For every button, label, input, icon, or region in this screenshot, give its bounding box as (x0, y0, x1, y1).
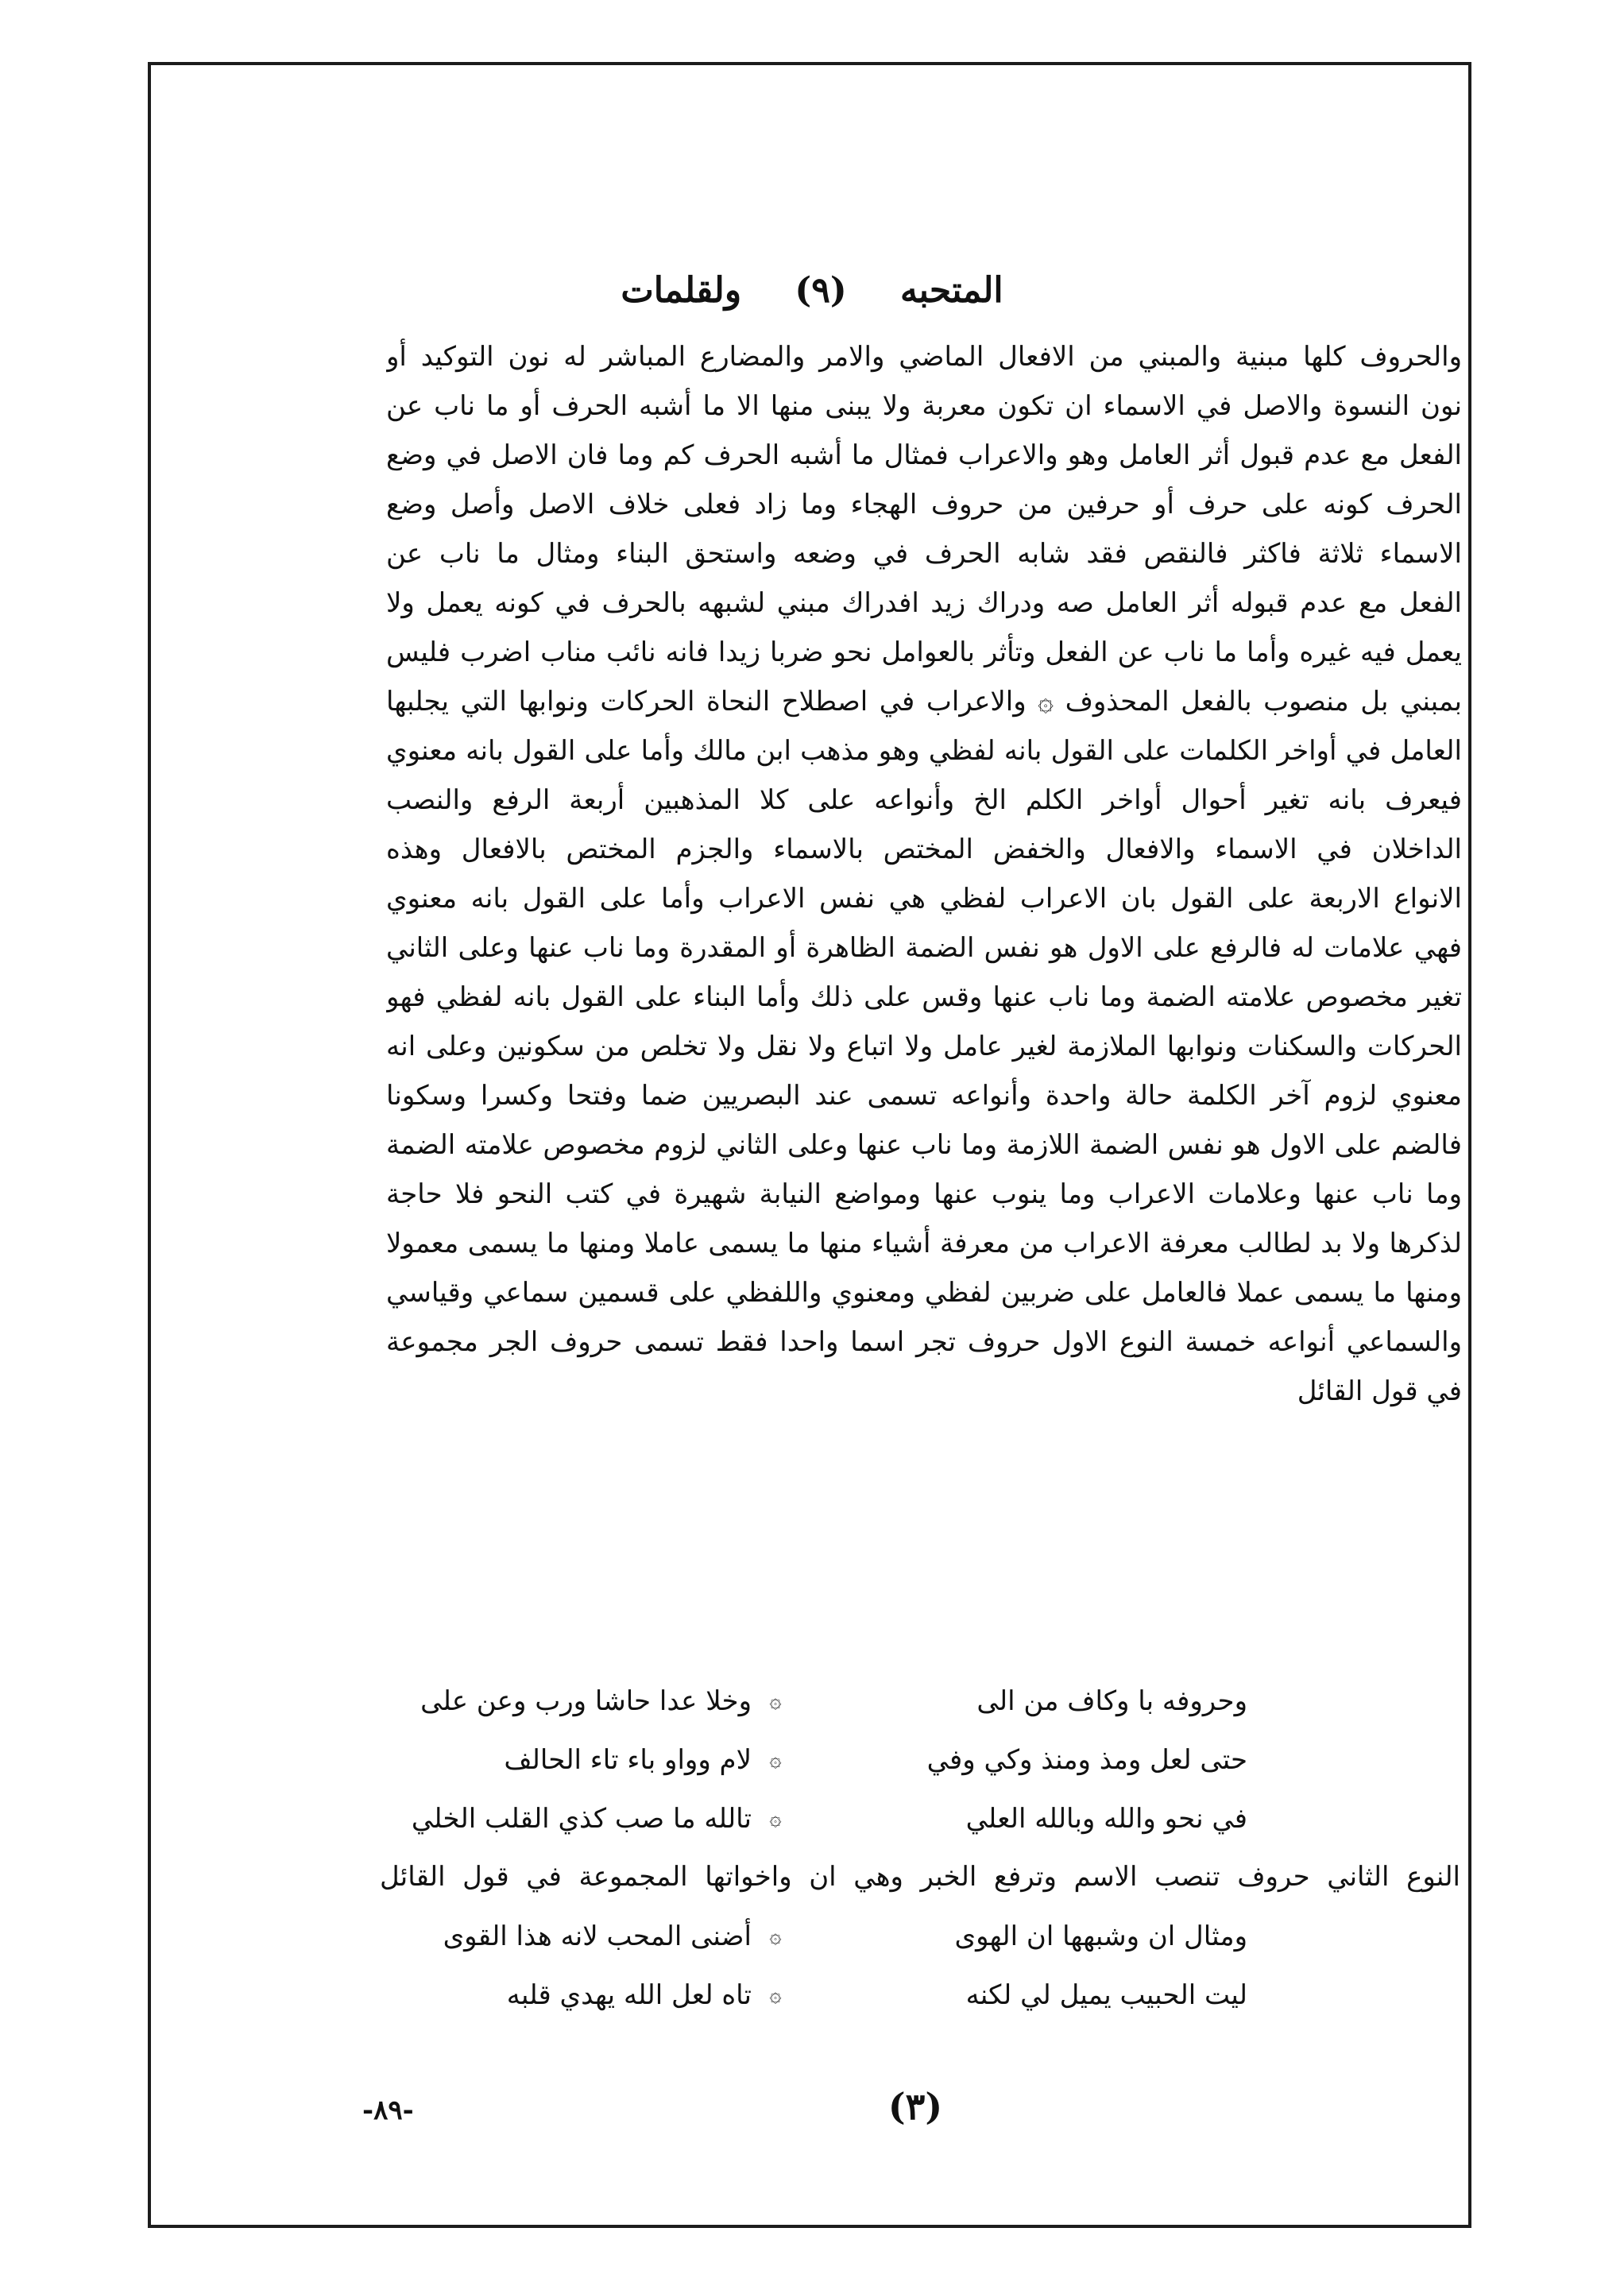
verse-second-hemistich: لام وواو باء تاء الحالف (504, 1744, 752, 1776)
verse-separator: ۞ (769, 1748, 782, 1772)
verse-first-hemistich: ومثال ان وشبهها ان الهوى (954, 1920, 1247, 1952)
text-line: فيعرف بانه تغير أحوال أواخر الكلم الخ وأنواعه على كلا المذهبين أربعة الرفع والنصب (386, 784, 1462, 816)
text-line: الفعل مع عدم قبول أثر العامل وهو والاعراب فمثال ما أشبه الحرف كم وما فان الاصل في وضع (386, 439, 1462, 471)
page-number: -٨٩- (362, 2094, 414, 2126)
text-line: الاسماء ثلاثة فاكثر فالنقص فقد شابه الحرف في وضعه واستحق البناء ومثال ما ناب عن (386, 538, 1462, 570)
text-line: نون النسوة والاصل في الاسماء ان تكون معربة ولا يبنى منها الا ما أشبه الحرف أو ما ناب عن (386, 390, 1462, 422)
text-line: لذكرها ولا بد لطالب معرفة الاعراب من معرفة أشياء منها ما يسمى عاملا ومنها ما يسمى معمولا (386, 1228, 1462, 1259)
verse-line (0, 1907, 1624, 1966)
text-line: الداخلان في الاسماء والافعال والخفض المختص بالاسماء والجزم المختص بالافعال وهذه (386, 834, 1462, 865)
text-line: فالضم على الاول هو نفس الضمة اللازمة وما ناب عنها وعلى الثاني لزوم مخصوص علامته الضمة (386, 1129, 1462, 1161)
verse-separator: ۞ (769, 1924, 782, 1948)
text-line: العامل في أواخر الكلمات على القول بانه لفظي وهو مذهب ابن مالك وأما على القول بانه معنوي (386, 735, 1462, 767)
text-line: والحروف كلها مبنية والمبني من الافعال الماضي والامر والمضارع المباشر له نون التوكيد أو (386, 341, 1462, 373)
text-line: فهي علامات له فالرفع على الاول هو نفس الضمة الظاهرة أو المقدرة وما ناب عنها وعلى الثاني (386, 932, 1462, 964)
verse-line (0, 1966, 1624, 2025)
text-line: بمبني بل منصوب بالفعل المحذوف ۞ والاعراب في اصطلاح النحاة الحركات ونوابها التي يجلبها (386, 686, 1462, 717)
verse-second-hemistich: وخلا عدا حاشا ورب وعن على (420, 1685, 752, 1717)
main-text (386, 332, 1462, 1416)
verse-first-hemistich: حتى لعل ومذ ومنذ وكي وفي (926, 1744, 1247, 1776)
running-head (0, 270, 1624, 311)
verse-block (0, 1907, 1624, 2025)
verse-line (0, 1789, 1624, 1848)
text-line: الانواع الاربعة على القول بان الاعراب لفظي هي نفس الاعراب وأما على القول بانه معنوي (386, 883, 1462, 915)
text-line: الحركات والسكنات ونوابها الملازمة لغير عامل ولا اتباع ولا نقل ولا تخلص من سكونين وعلى انه (386, 1031, 1462, 1062)
verse-second-hemistich: تالله ما صب كذي القلب الخلي (411, 1803, 752, 1835)
text-line: وما ناب عنها وعلامات الاعراب وما ينوب عنها ومواضع النيابة شهيرة في كتب النحو فلا حاجة (386, 1178, 1462, 1210)
text-line: الفعل مع عدم قبوله أثر العامل صه ودراك زيد افدراك مبني لشبهه بالحرف في كونه يعمل ولا (386, 587, 1462, 619)
verse-block (0, 1672, 1624, 1848)
text-line: الحرف كونه على حرف أو حرفين من حروف الهجاء وما زاد فعلى خلاف الاصل وأصل وضع (386, 489, 1462, 520)
verse-first-hemistich: ليت الحبيب يميل لي لكنه (965, 1979, 1247, 2011)
verse-line (0, 1672, 1624, 1731)
verse-separator: ۞ (769, 1983, 782, 2007)
text-line: معنوي لزوم آخر الكلمة حالة واحدة وأنواعه تسمى عند البصريين ضما وفتحا وكسرا وسكونا (386, 1080, 1462, 1112)
running-head-title: المتحبه (900, 270, 1003, 311)
text-line: في قول القائل (1297, 1375, 1462, 1407)
verse-first-hemistich: وحروفه با وكاف من الى (976, 1685, 1247, 1717)
verse-separator: ۞ (769, 1807, 782, 1831)
verse-line (0, 1731, 1624, 1789)
verse-separator: ۞ (769, 1689, 782, 1713)
text-line: ومنها ما يسمى عملا فالعامل على ضربين لفظي ومعنوي واللفظي على قسمين سماعي وقياسي (386, 1277, 1462, 1309)
running-head-page-number: (٩) (795, 270, 847, 311)
running-head-book: ولقلمات (621, 270, 742, 311)
verse-second-hemistich: تاه لعل الله يهدي قلبه (506, 1979, 752, 2011)
text-line: والسماعي أنواعه خمسة النوع الاول حروف تجر اسما واحدا فقط تسمى حروف الجر مجموعة (386, 1326, 1462, 1358)
text-line: تغير مخصوص علامته الضمة وما ناب عنها وقس على ذلك وأما البناء على القول بانه لفظي فهو (386, 981, 1462, 1013)
verse-second-hemistich: أضنى المحب لانه هذا القوى (443, 1920, 752, 1952)
verse-first-hemistich: في نحو والله وبالله العلي (965, 1803, 1247, 1835)
text-line: النوع الثاني حروف تنصب الاسم وترفع الخبر وهي ان واخواتها المجموعة في قول القائل (380, 1861, 1460, 1893)
signature-mark: (٣) (887, 2085, 943, 2128)
text-line: يعمل فيه غيره وأما ما ناب عن الفعل وتأثر بالعوامل نحو ضربا زيدا فانه نائب مناب اضرب فليس (386, 636, 1462, 668)
